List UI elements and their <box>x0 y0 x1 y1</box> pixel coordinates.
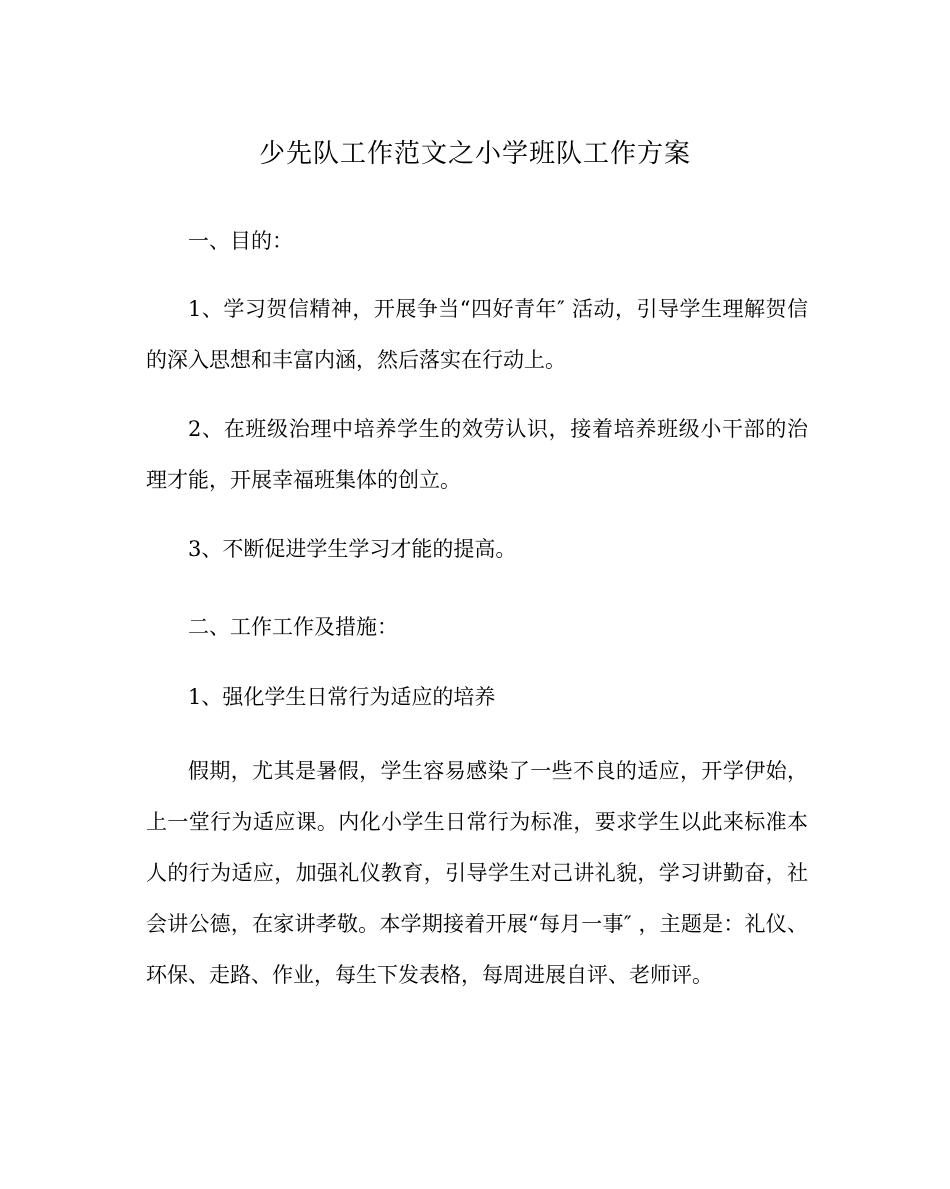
document-title: 少先队工作范文之小学班队工作方案 <box>258 139 691 169</box>
section-heading-purpose: 一、目的： <box>188 229 293 253</box>
section-heading-measures: 二、工作工作及措施： <box>188 615 398 639</box>
subheading-behavior: 1、强化学生日常行为适应的培养 <box>188 685 496 709</box>
paragraph-behavior-body: 假期，尤其是暑假，学生容易感染了一些不良的适应，开学伊始，上一堂行为适应课。内化小学生日常行为标准，要求学生以此来标准本人的行为适应，加强礼仪教育，引导学生对己讲礼貌，学习讲勤奋，社会讲公德，在家讲孝敬。本学期接着开展“每月一事″ ，主题是：礼仪、环保、走路、作业，每生下发表格，每周进展自评、老师评。 <box>146 759 808 987</box>
paragraph-item-1: 1、学习贺信精神，开展争当“四好青年″ 活动，引导学生理解贺信的深入思想和丰富内涵，然后落实在行动上。 <box>146 297 808 372</box>
paragraph-item-2: 2、在班级治理中培养学生的效劳认识，接着培养班级小干部的治理才能，开展幸福班集体的创立。 <box>146 417 808 492</box>
paragraph-item-3: 3、不断促进学生学习才能的提高。 <box>188 537 517 561</box>
